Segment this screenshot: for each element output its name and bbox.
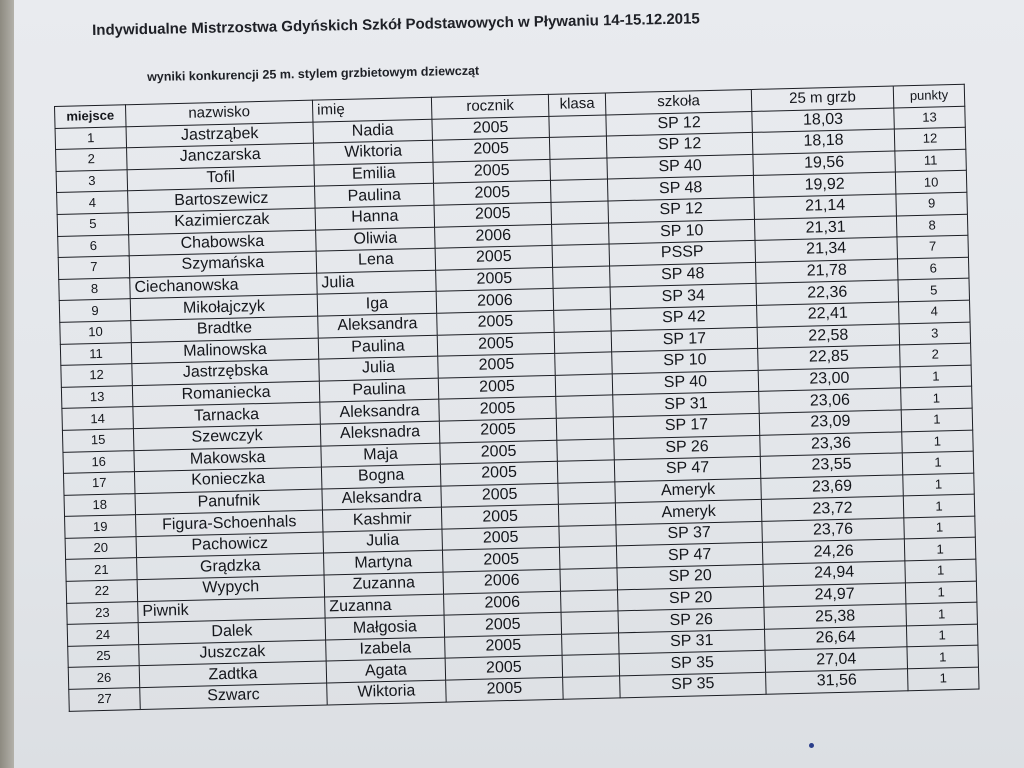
- cell-rocznik: 2006: [443, 569, 560, 593]
- cell-punkty: 1: [902, 451, 974, 474]
- cell-imie: Emilia: [314, 162, 433, 186]
- cell-czas: 24,97: [763, 582, 905, 607]
- cell-miejsce: 22: [66, 580, 138, 603]
- cell-rocznik: 2005: [445, 656, 562, 680]
- cell-imie: Hanna: [315, 205, 434, 229]
- cell-nazwisko: Ciechanowska: [130, 273, 317, 299]
- cell-klasa: [563, 676, 621, 699]
- cell-rocznik: 2005: [434, 202, 551, 226]
- cell-rocznik: 2005: [432, 116, 549, 140]
- header-rocznik: rocznik: [431, 94, 548, 118]
- cell-klasa: [551, 201, 609, 224]
- cell-miejsce: 2: [56, 148, 128, 171]
- cell-rocznik: 2005: [441, 483, 558, 507]
- cell-nazwisko: Konieczka: [134, 467, 321, 493]
- cell-imie: Iga: [317, 292, 436, 316]
- cell-imie: Małgosia: [325, 615, 444, 639]
- cell-punkty: 7: [897, 235, 969, 258]
- cell-rocznik: 2005: [442, 526, 559, 550]
- cell-nazwisko: Grądzka: [137, 554, 324, 580]
- cell-rocznik: 2005: [434, 181, 551, 205]
- header-szkola: szkoła: [605, 89, 751, 114]
- cell-rocznik: 2005: [437, 310, 554, 334]
- cell-czas: 23,36: [760, 431, 902, 456]
- cell-klasa: [556, 417, 614, 440]
- cell-punkty: 1: [903, 494, 975, 517]
- cell-czas: 24,26: [762, 539, 904, 564]
- cell-nazwisko: Tarnacka: [133, 402, 320, 428]
- cell-klasa: [555, 352, 613, 375]
- cell-miejsce: 27: [69, 688, 141, 711]
- cell-imie: Aleksandra: [320, 399, 439, 423]
- cell-szkola: SP 35: [620, 672, 766, 697]
- cell-miejsce: 1: [55, 126, 127, 149]
- cell-szkola: SP 47: [614, 456, 760, 481]
- cell-imie: Izabela: [326, 637, 445, 661]
- header-czas: 25 m grzb: [751, 86, 893, 111]
- cell-rocznik: 2005: [438, 353, 555, 377]
- cell-czas: 31,56: [766, 669, 908, 694]
- cell-nazwisko: Bradtke: [131, 316, 318, 342]
- cell-szkola: SP 12: [606, 111, 752, 136]
- cell-punkty: 13: [894, 106, 966, 129]
- cell-punkty: 1: [905, 559, 977, 582]
- cell-nazwisko: Juszczak: [139, 640, 326, 666]
- cell-nazwisko: Szewczyk: [133, 424, 320, 450]
- cell-imie: Wiktoria: [327, 680, 446, 704]
- cell-szkola: SP 20: [617, 586, 763, 611]
- cell-punkty: 8: [896, 214, 968, 237]
- cell-czas: 22,41: [757, 302, 899, 327]
- cell-punkty: 1: [904, 516, 976, 539]
- cell-punkty: 9: [896, 192, 968, 215]
- cell-szkola: SP 31: [619, 629, 765, 654]
- cell-klasa: [553, 266, 611, 289]
- cell-klasa: [550, 179, 608, 202]
- cell-czas: 23,06: [759, 388, 901, 413]
- cell-miejsce: 26: [68, 666, 140, 689]
- cell-rocznik: 2006: [435, 224, 552, 248]
- cell-szkola: Ameryk: [615, 500, 761, 525]
- cell-rocznik: 2005: [435, 246, 552, 270]
- cell-miejsce: 4: [57, 191, 129, 214]
- cell-klasa: [549, 115, 607, 138]
- cell-klasa: [556, 395, 614, 418]
- cell-szkola: SP 17: [613, 413, 759, 438]
- cell-szkola: SP 47: [616, 543, 762, 568]
- cell-miejsce: 14: [62, 407, 134, 430]
- cell-miejsce: 17: [63, 472, 135, 495]
- cell-imie: Paulina: [315, 184, 434, 208]
- cell-imie: Wiktoria: [313, 140, 432, 164]
- results-body: [55, 106, 979, 711]
- cell-imie: Julia: [317, 270, 436, 294]
- cell-klasa: [549, 136, 607, 159]
- cell-imie: Aleksandra: [318, 313, 437, 337]
- cell-miejsce: 5: [57, 213, 129, 236]
- cell-nazwisko: Malinowska: [131, 338, 318, 364]
- cell-rocznik: 2005: [444, 613, 561, 637]
- cell-klasa: [558, 503, 616, 526]
- results-table: [54, 84, 980, 712]
- cell-rocznik: 2005: [437, 332, 554, 356]
- cell-miejsce: 13: [61, 385, 133, 408]
- cell-rocznik: 2005: [441, 505, 558, 529]
- cell-nazwisko: Makowska: [134, 446, 321, 472]
- cell-nazwisko: Jastrząbek: [126, 122, 313, 148]
- cell-punkty: 3: [899, 322, 971, 345]
- cell-punkty: 1: [903, 473, 975, 496]
- cell-miejsce: 21: [66, 558, 138, 581]
- cell-klasa: [555, 374, 613, 397]
- cell-czas: 19,92: [753, 172, 895, 197]
- cell-czas: 22,85: [758, 345, 900, 370]
- cell-klasa: [559, 525, 617, 548]
- cell-szkola: SP 40: [607, 154, 753, 179]
- cell-szkola: SP 26: [614, 435, 760, 460]
- cell-czas: 27,04: [765, 647, 907, 672]
- cell-rocznik: 2005: [439, 397, 556, 421]
- cell-imie: Julia: [323, 529, 442, 553]
- cell-rocznik: 2005: [446, 677, 563, 701]
- cell-punkty: 1: [906, 624, 978, 647]
- cell-punkty: 2: [900, 343, 972, 366]
- header-miejsce: miejsce: [55, 105, 127, 128]
- cell-punkty: 6: [897, 257, 969, 280]
- cell-klasa: [554, 309, 612, 332]
- cell-czas: 23,72: [761, 496, 903, 521]
- cell-nazwisko: Szwarc: [140, 683, 327, 709]
- cell-miejsce: 25: [68, 644, 140, 667]
- cell-rocznik: 2005: [440, 440, 557, 464]
- cell-czas: 23,55: [760, 453, 902, 478]
- cell-imie: Aleksnadra: [320, 421, 439, 445]
- cell-czas: 22,58: [757, 323, 899, 348]
- cell-szkola: SP 40: [612, 370, 758, 395]
- cell-czas: 18,18: [752, 129, 894, 154]
- cell-punkty: 11: [895, 149, 967, 172]
- cell-klasa: [559, 546, 617, 569]
- cell-miejsce: 7: [58, 256, 130, 279]
- cell-imie: Paulina: [318, 335, 437, 359]
- cell-czas: 23,00: [758, 367, 900, 392]
- cell-imie: Kashmir: [322, 507, 441, 531]
- cell-punkty: 1: [908, 667, 980, 690]
- cell-rocznik: 2005: [445, 634, 562, 658]
- cell-rocznik: 2006: [436, 289, 553, 313]
- cell-nazwisko: Tofil: [127, 165, 314, 191]
- cell-rocznik: 2005: [433, 159, 550, 183]
- cell-klasa: [550, 158, 608, 181]
- cell-miejsce: 8: [59, 277, 131, 300]
- cell-klasa: [562, 633, 620, 656]
- cell-imie: Lena: [316, 248, 435, 272]
- cell-punkty: 1: [900, 365, 972, 388]
- cell-nazwisko: Kazimierczak: [128, 208, 315, 234]
- cell-miejsce: 9: [59, 299, 131, 322]
- cell-imie: Maja: [321, 443, 440, 467]
- cell-szkola: SP 26: [618, 608, 764, 633]
- cell-czas: 21,14: [754, 194, 896, 219]
- cell-nazwisko: Figura-Schoenhals: [136, 510, 323, 536]
- header-nazwisko: nazwisko: [125, 100, 312, 126]
- cell-nazwisko: Bartoszewicz: [128, 187, 315, 213]
- cell-czas: 19,56: [753, 151, 895, 176]
- cell-nazwisko: Wypych: [137, 575, 324, 601]
- header-punkty: punkty: [893, 84, 965, 107]
- cell-klasa: [552, 244, 610, 267]
- cell-miejsce: 20: [65, 536, 137, 559]
- cell-szkola: SP 17: [611, 327, 757, 352]
- cell-klasa: [561, 611, 619, 634]
- cell-punkty: 5: [898, 279, 970, 302]
- cell-czas: 21,34: [755, 237, 897, 262]
- cell-miejsce: 18: [64, 493, 136, 516]
- cell-nazwisko: Zadtka: [139, 661, 326, 687]
- cell-klasa: [553, 287, 611, 310]
- cell-punkty: 4: [899, 300, 971, 323]
- paper-edge-shadow: [0, 0, 14, 768]
- cell-punkty: 1: [906, 602, 978, 625]
- cell-nazwisko: Chabowska: [129, 230, 316, 256]
- cell-czas: 21,31: [754, 216, 896, 241]
- cell-miejsce: 15: [62, 429, 134, 452]
- cell-imie: Oliwia: [316, 227, 435, 251]
- cell-czas: 18,03: [752, 108, 894, 133]
- cell-nazwisko: Romaniecka: [132, 381, 319, 407]
- cell-czas: 21,78: [756, 259, 898, 284]
- cell-szkola: SP 42: [611, 305, 757, 330]
- cell-szkola: SP 10: [612, 349, 758, 374]
- cell-klasa: [560, 568, 618, 591]
- document-title: Indywidualne Mistrzostwa Gdyńskich Szkół Podstawowych w Pływaniu 14-15.12.2015: [92, 10, 700, 39]
- cell-czas: 22,36: [756, 280, 898, 305]
- cell-czas: 26,64: [764, 626, 906, 651]
- cell-miejsce: 24: [67, 623, 139, 646]
- cell-czas: 25,38: [764, 604, 906, 629]
- cell-szkola: SP 10: [609, 219, 755, 244]
- cell-imie: Zuzanna: [324, 572, 443, 596]
- cell-rocznik: 2005: [442, 548, 559, 572]
- cell-imie: Julia: [319, 356, 438, 380]
- cell-punkty: 1: [904, 538, 976, 561]
- cell-miejsce: 6: [58, 234, 130, 257]
- cell-miejsce: 10: [60, 321, 132, 344]
- cell-rocznik: 2005: [440, 461, 557, 485]
- cell-szkola: SP 48: [610, 262, 756, 287]
- cell-imie: Aleksandra: [322, 486, 441, 510]
- cell-punkty: 1: [905, 581, 977, 604]
- cell-punkty: 1: [901, 386, 973, 409]
- cell-szkola: SP 12: [606, 133, 752, 158]
- cell-klasa: [558, 482, 616, 505]
- cell-miejsce: 23: [67, 601, 139, 624]
- cell-nazwisko: Janczarska: [127, 143, 314, 169]
- cell-rocznik: 2006: [444, 591, 561, 615]
- cell-nazwisko: Pachowicz: [136, 532, 323, 558]
- cell-klasa: [554, 330, 612, 353]
- cell-imie: Paulina: [319, 378, 438, 402]
- cell-nazwisko: Jastrzębska: [132, 359, 319, 385]
- cell-rocznik: 2005: [438, 375, 555, 399]
- cell-rocznik: 2005: [432, 138, 549, 162]
- cell-miejsce: 3: [56, 170, 128, 193]
- cell-czas: 23,09: [759, 410, 901, 435]
- cell-imie: Bogna: [321, 464, 440, 488]
- cell-czas: 23,69: [761, 475, 903, 500]
- cell-rocznik: 2005: [439, 418, 556, 442]
- cell-klasa: [562, 654, 620, 677]
- cell-nazwisko: Szymańska: [129, 251, 316, 277]
- cell-miejsce: 16: [63, 450, 135, 473]
- cell-nazwisko: Piwnik: [138, 597, 325, 623]
- document-subtitle: wyniki konkurencji 25 m. stylem grzbietowym dziewcząt: [147, 63, 480, 84]
- results-table-wrapper: [54, 84, 980, 712]
- cell-szkola: SP 48: [607, 176, 753, 201]
- cell-szkola: SP 12: [608, 197, 754, 222]
- cell-rocznik: 2005: [436, 267, 553, 291]
- ink-dot: [809, 743, 814, 748]
- cell-imie: Nadia: [313, 119, 432, 143]
- cell-punkty: 10: [895, 171, 967, 194]
- cell-imie: Martyna: [324, 551, 443, 575]
- cell-punkty: 1: [901, 408, 973, 431]
- cell-miejsce: 12: [61, 364, 133, 387]
- cell-punkty: 1: [907, 646, 979, 669]
- cell-nazwisko: Panufnik: [135, 489, 322, 515]
- cell-klasa: [560, 590, 618, 613]
- cell-nazwisko: Dalek: [138, 618, 325, 644]
- cell-nazwisko: Mikołajczyk: [130, 294, 317, 320]
- header-klasa: klasa: [548, 93, 606, 116]
- cell-szkola: SP 37: [616, 521, 762, 546]
- cell-klasa: [552, 223, 610, 246]
- cell-szkola: SP 34: [610, 284, 756, 309]
- results-sheet: [14, 0, 1024, 768]
- cell-szkola: SP 35: [619, 651, 765, 676]
- cell-imie: Zuzanna: [325, 594, 444, 618]
- cell-imie: Agata: [326, 659, 445, 683]
- header-imie: imię: [312, 97, 431, 121]
- cell-szkola: SP 31: [613, 392, 759, 417]
- cell-szkola: SP 20: [617, 564, 763, 589]
- cell-klasa: [557, 438, 615, 461]
- cell-miejsce: 19: [65, 515, 137, 538]
- cell-czas: 24,94: [763, 561, 905, 586]
- cell-punkty: 1: [902, 430, 974, 453]
- cell-szkola: Ameryk: [615, 478, 761, 503]
- cell-szkola: PSSP: [609, 241, 755, 266]
- cell-czas: 23,76: [762, 518, 904, 543]
- cell-klasa: [557, 460, 615, 483]
- cell-punkty: 12: [894, 127, 966, 150]
- cell-miejsce: 11: [60, 342, 132, 365]
